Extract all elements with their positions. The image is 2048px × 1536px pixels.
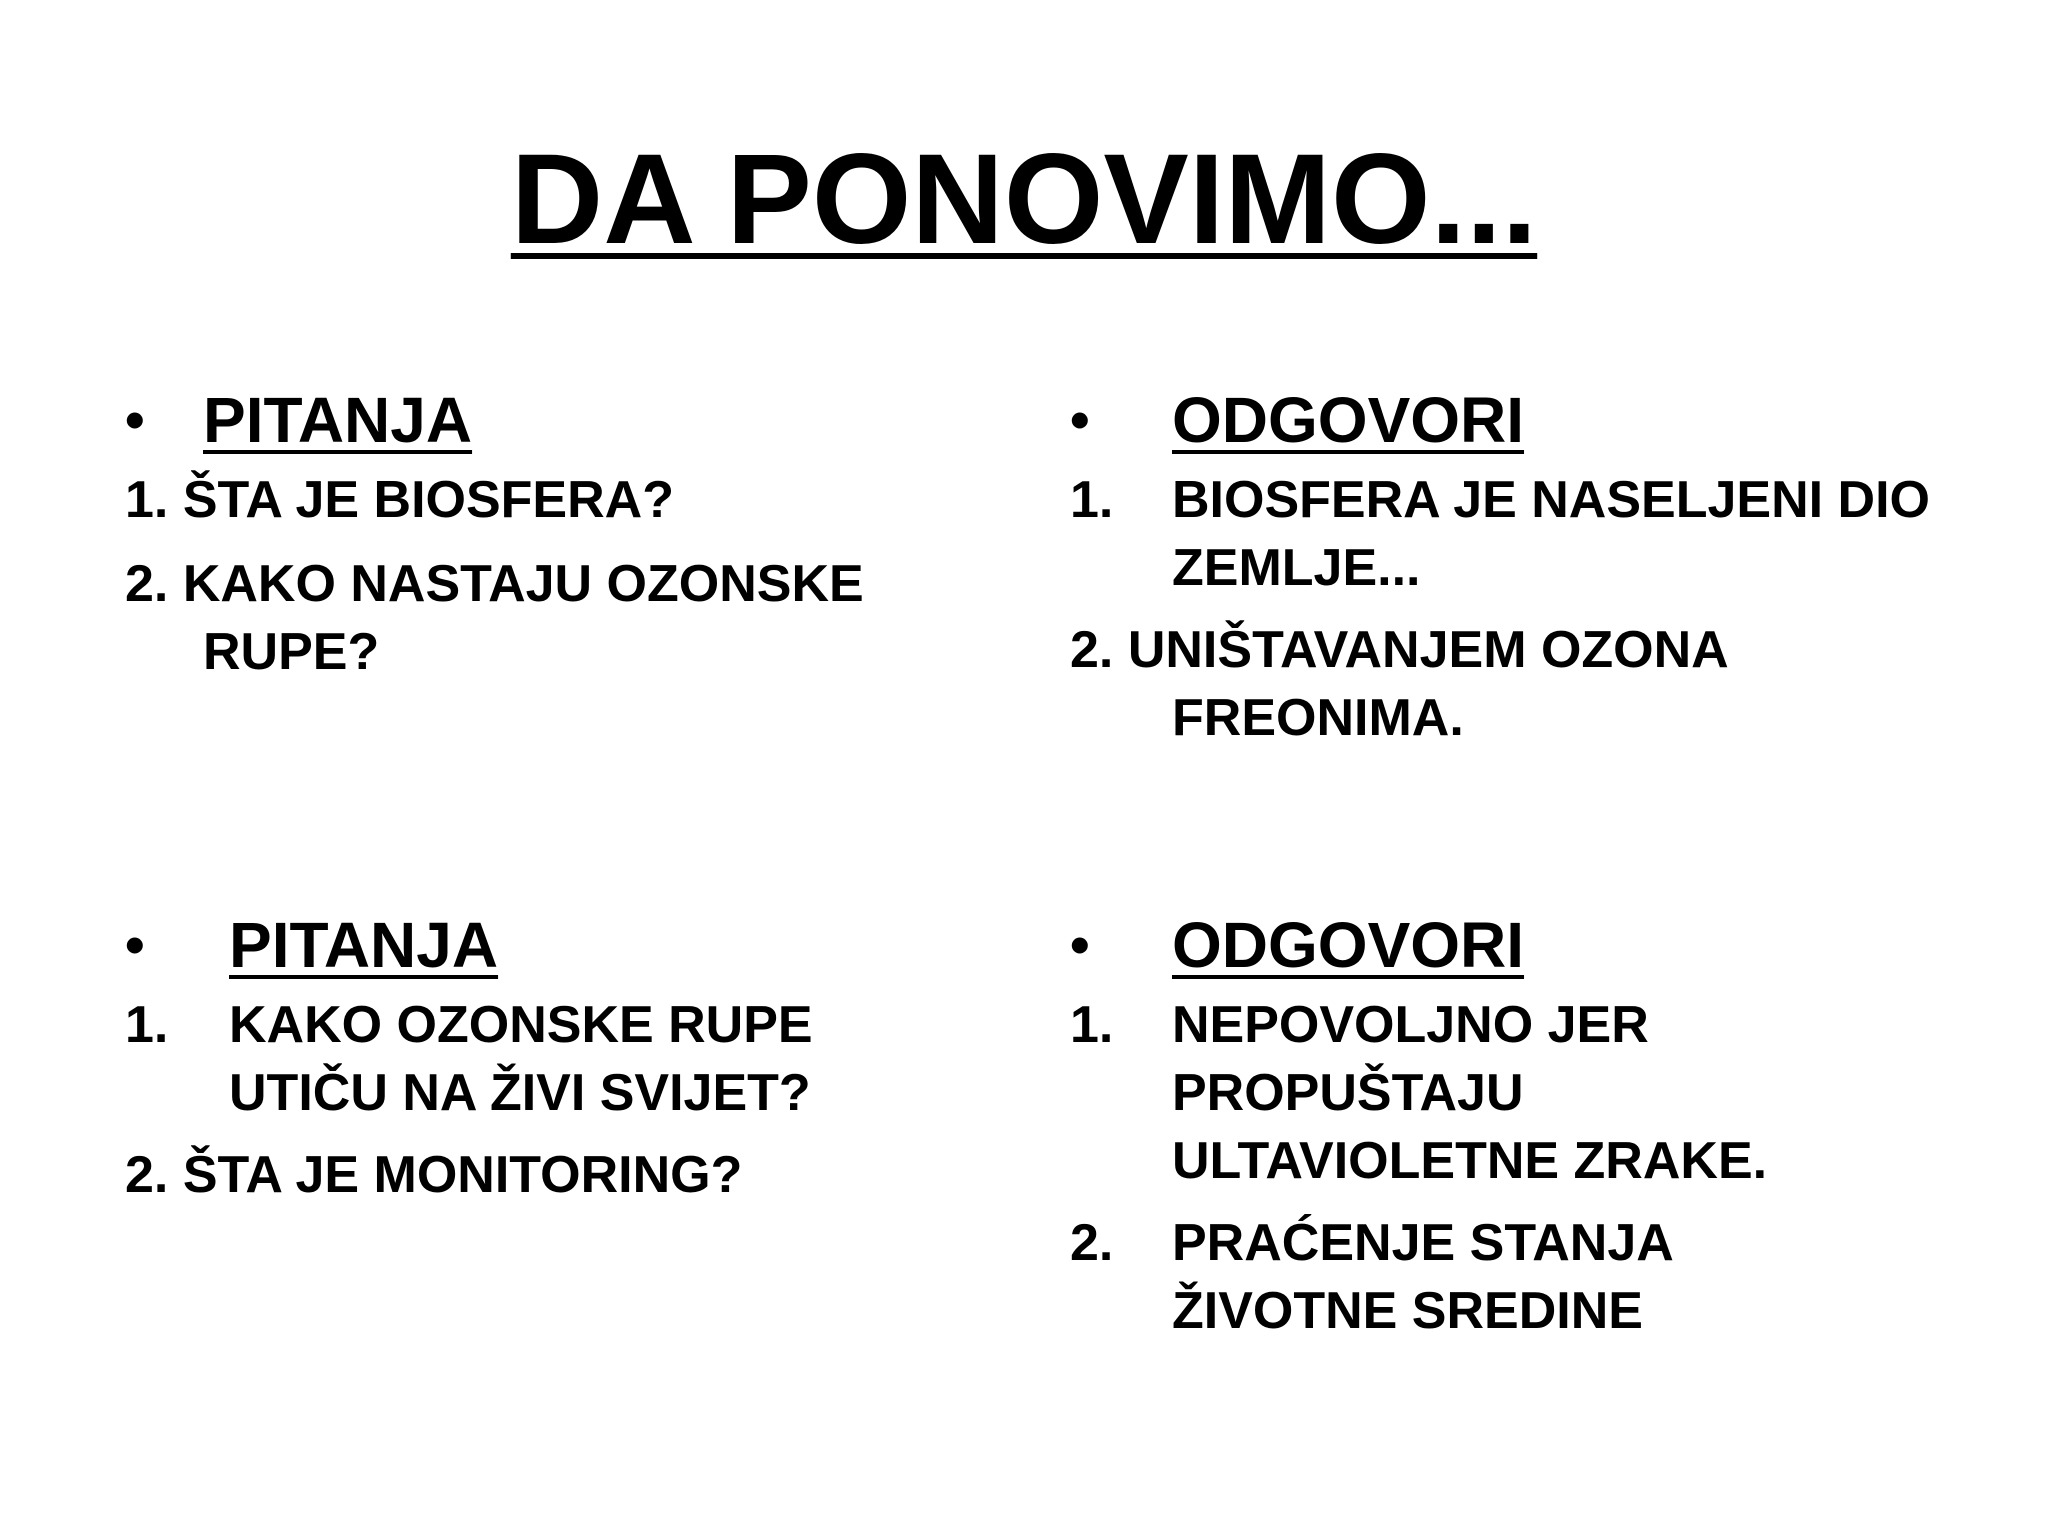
answers-heading: ODGOVORI [1172, 909, 1525, 981]
list-item: 2. ŠTA JE MONITORING? [125, 1146, 743, 1204]
answers-block-2 [1070, 905, 1930, 1345]
slide-title: DA PONOVIMO... [510, 128, 1538, 271]
bullet-icon: • [125, 388, 145, 451]
list-item: 2. KAKO NASTAJU OZONSKE RUPE? [125, 555, 864, 681]
bullet-icon: • [125, 913, 145, 976]
list-item: 1. KAKO OZONSKE RUPE UTIČU NA ŽIVI SVIJET? [125, 996, 813, 1122]
questions-heading: PITANJA [229, 909, 499, 981]
questions-block-2 [125, 905, 985, 1209]
questions-block-1 [125, 380, 985, 686]
list-item: 1. ŠTA JE BIOSFERA? [125, 471, 674, 529]
list-item: 2. UNIŠTAVANJEM OZONA FREONIMA. [1070, 621, 1729, 747]
answers-block-1 [1070, 380, 1930, 752]
list-item: 1. NEPOVOLJNO JER PROPUŠTAJU ULTAVIOLETNE ZRAKE. [1070, 996, 1768, 1190]
bullet-icon: • [1070, 913, 1090, 976]
list-item: 1. BIOSFERA JE NASELJENI DIO ZEMLJE... [1070, 471, 1930, 597]
questions-heading: PITANJA [203, 384, 473, 456]
list-item: 2. PRAĆENJE STANJA ŽIVOTNE SREDINE [1070, 1214, 1672, 1340]
bullet-icon: • [1070, 388, 1090, 451]
answers-heading: ODGOVORI [1172, 384, 1525, 456]
